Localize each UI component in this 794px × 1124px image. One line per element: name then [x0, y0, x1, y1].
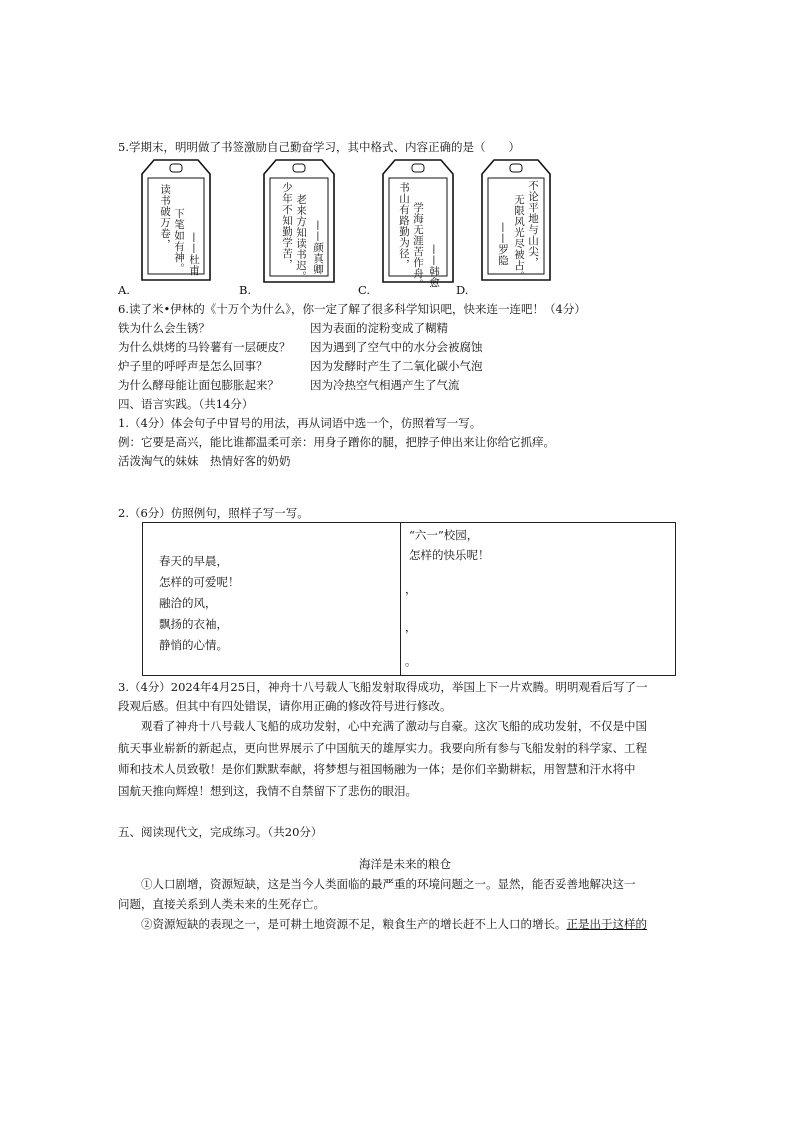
bookmark-c-col1: 书山有路勤为径，: [398, 182, 410, 270]
s4-q3-line2: 段观后感。但其中有四处错误，请你用正确的修改符号进行修改。: [118, 699, 452, 713]
poem-right-line2: 怎样的快乐呢！: [409, 548, 490, 562]
poem-table: [142, 522, 676, 676]
bookmark-a-col1: 读书破万卷，: [159, 184, 171, 250]
q6-right-2[interactable]: 因为遇到了空气中的水分会被腐蚀: [310, 340, 483, 354]
option-c-label: C.: [358, 283, 371, 297]
passage-line-2: 航天事业崭新的新起点，更向世界展示了中国航天的雄厚实力。我要向所有参与飞船发射的科学家、工程: [118, 741, 647, 755]
bookmark-d-col1: 不论平地与山尖，: [527, 180, 539, 268]
q6-right-4[interactable]: 因为冷热空气相遇产生了气流: [310, 378, 460, 392]
poem-blank-1[interactable]: ，: [405, 582, 417, 596]
bookmark-a-col3: ——杜甫: [188, 232, 200, 276]
s4-q1: 1.（4分）体会句子中冒号的用法，再从词语中选一个，仿照着写一写。: [118, 416, 482, 430]
section5-title: 五、阅读现代文，完成练习。（共20分）: [118, 825, 323, 839]
option-a-label: A.: [118, 283, 130, 297]
bookmark-b[interactable]: [262, 158, 336, 284]
option-b-label: B.: [239, 283, 252, 297]
s4-q2: 2.（6分）仿照例句，照样子写一写。: [118, 506, 309, 520]
poem-left-4: 飘扬的衣袖，: [159, 617, 228, 631]
q6-question: 6.读了米•伊林的《十万个为什么》，你一定了解了很多科学知识吧，快来连一连吧！（4分）: [118, 302, 586, 316]
option-d-label: D.: [456, 283, 469, 297]
q6-left-4[interactable]: 为什么酵母能让面包膨胀起来？: [118, 378, 279, 392]
bookmark-d-col2: 无限风光尽被占。: [513, 194, 525, 282]
bookmark-d[interactable]: [480, 158, 552, 282]
bookmark-c[interactable]: [381, 158, 455, 290]
poem-left-2: 怎样的可爱呢！: [159, 575, 240, 589]
poem-left-3: 融洽的风，: [159, 596, 217, 610]
bookmark-a-col2: 下笔如有神。: [173, 208, 185, 274]
q6-right-3[interactable]: 因为发酵时产生了二氧化碳小气泡: [310, 359, 483, 373]
s4-q3-line1: 3.（4分）2024年4月25日，神舟十八号载人飞船发射取得成功，举国上下一片欢腾。明明观看后写了一: [118, 680, 648, 694]
poem-table-divider: [400, 523, 401, 675]
passage-line-4: 国航天推向辉煌！想到这，我情不自禁留下了悲伤的眼泪。: [118, 784, 417, 798]
bookmark-d-col3: ——罗隐: [497, 222, 509, 266]
article-p2-underlined: 正是出于这样的: [566, 917, 647, 931]
q6-right-1[interactable]: 因为表面的淀粉变成了糊精: [310, 321, 448, 335]
bookmark-c-col3: ——韩愈: [428, 244, 440, 288]
poem-left-1: 春天的早晨，: [159, 554, 228, 568]
bookmark-c-col2: 学海无涯苦作舟。: [412, 202, 424, 290]
article-title: 海洋是未来的粮仓: [359, 857, 451, 871]
passage-line-1: 观看了神舟十八号载人飞船的成功发射，心中充满了激动与自豪。这次飞船的成功发射，不仅是中国: [141, 719, 647, 733]
article-p2: [141, 916, 647, 932]
article-p2-main: ②资源短缺的表现之一，是可耕土地资源不足，粮食生产的增长赶不上人口的增长。: [141, 917, 567, 931]
poem-blank-3[interactable]: 。: [405, 654, 417, 668]
q6-left-3[interactable]: 炉子里的呼呼声是怎么回事？: [118, 359, 268, 373]
q5-question: 5.学期末，明明做了书签激励自己勤奋学习，其中格式、内容正确的是（ ）: [118, 140, 520, 154]
poem-blank-2[interactable]: ，: [405, 620, 417, 634]
section4-title: 四、语言实践。（共14分）: [118, 397, 254, 411]
bookmark-b-col2: 老来方知读书迟。: [295, 194, 307, 282]
poem-right-title: “六一”校园，: [409, 528, 479, 542]
bookmark-b-col1: 少年不知勤学苦，: [281, 182, 293, 270]
article-p1-line1: ①人口剧增，资源短缺，这是当今人类面临的最严重的环境问题之一。显然，能否妥善地解决这一: [141, 877, 636, 891]
passage-line-3: 师和技术人员致敬！是你们默默奉献，将梦想与祖国畅融为一体；是你们辛勤耕耘，用智慧和汗水将中: [118, 762, 636, 776]
s4-example: 例：它要是高兴，能比谁都温柔可亲：用身子蹭你的腿，把脖子伸出来让你给它抓痒。: [118, 435, 555, 449]
q6-left-1[interactable]: 铁为什么会生锈？: [118, 321, 210, 335]
q6-left-2[interactable]: 为什么烘烤的马铃薯有一层硬皮？: [118, 340, 291, 354]
bookmark-a[interactable]: [140, 158, 212, 282]
s4-words: 活泼淘气的妹妹 热情好客的奶奶: [118, 454, 291, 468]
article-p1-line2: 问题，直接关系到人类未来的生死存亡。: [118, 897, 325, 911]
poem-left-5: 静悄的心情。: [159, 638, 228, 652]
bookmark-b-col3: ——颜真卿: [312, 220, 324, 275]
